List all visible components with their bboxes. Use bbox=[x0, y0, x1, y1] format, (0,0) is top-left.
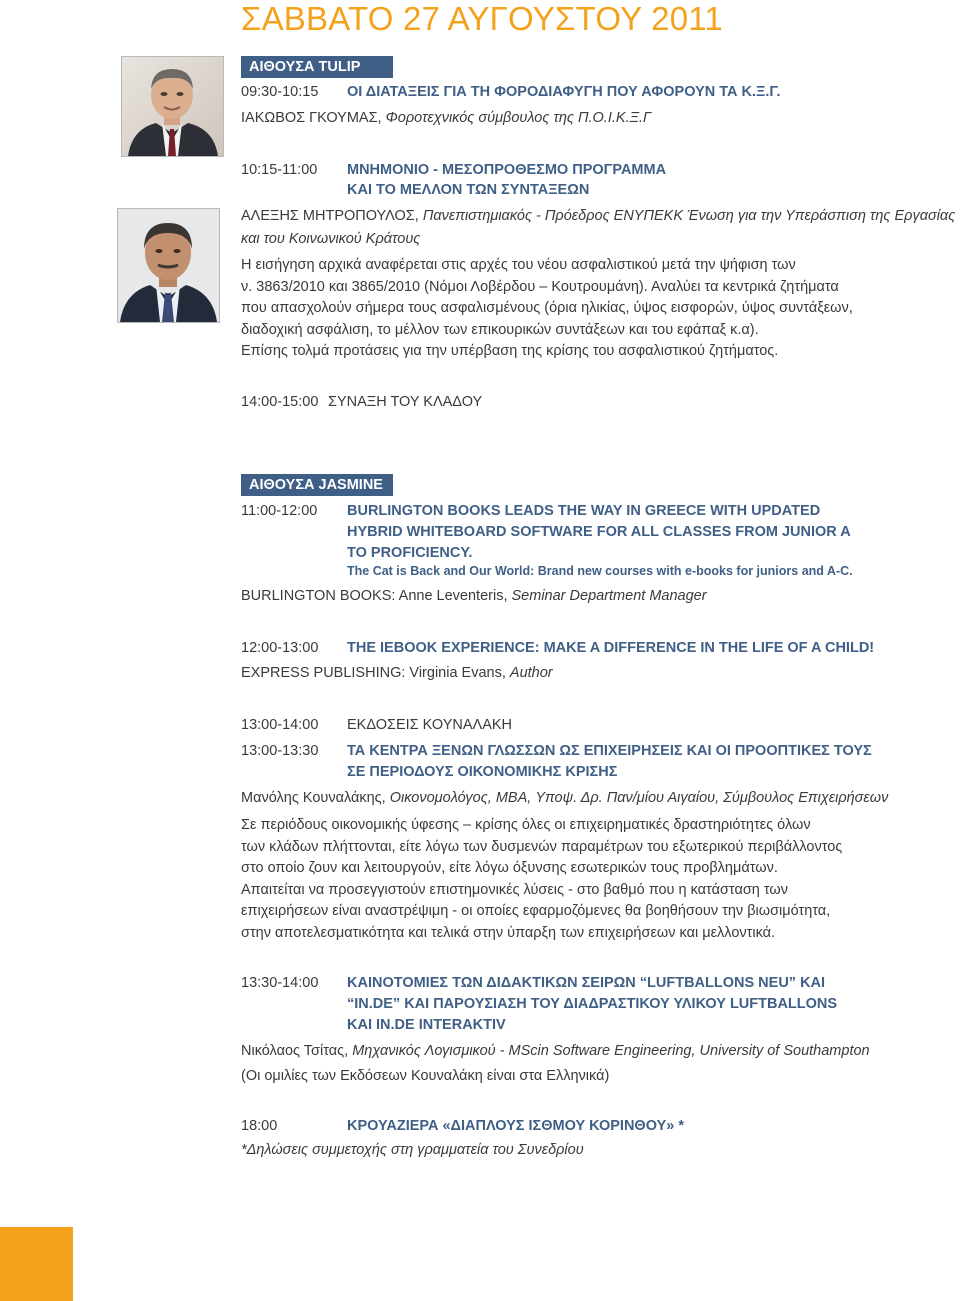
description-line: επιχειρήσεων είναι αναστρέψιμη - οι οποίες εφαρμοζόμενες θα βοηθήσουν την βιωσιμότητα, bbox=[241, 903, 831, 919]
speaker-role: Πανεπιστημιακός - Πρόεδρος ΕΝΥΠΕΚΚ Ένωση για την Υπεράσπιση της Εργασίας bbox=[422, 208, 956, 224]
description-line: διαδοχική ασφάλιση, το μέλλον των επικουρικών συντάξεων και του εφάπαξ κ.α). bbox=[241, 321, 759, 338]
description-line: των κλάδων πλήττονται, είτε λόγω των δυσμενών παραμέτρων του εξωτερικού περιβάλλοντος bbox=[241, 838, 843, 855]
description-line: ν. 3863/2010 και 3865/2010 (Νόμοι Λοβέρδου – Κουτρουμάνη). Αναλύει τα κεντρικά ζητήματα bbox=[241, 278, 839, 295]
session-title-line-2: ΣΕ ΠΕΡΙΟΔΟΥΣ ΟΙΚΟΝΟΜΙΚΗΣ ΚΡΙΣΗΣ bbox=[347, 764, 618, 780]
session-speaker bbox=[241, 588, 707, 604]
speaker-photo-goumas bbox=[121, 56, 224, 157]
description-line: στην αποτελεσματικότητα και τελικά στην ύπαρξη των επιχειρήσεων και μελλοντικά. bbox=[241, 924, 776, 941]
speaker-name: Μανόλης Κουναλάκης, bbox=[241, 790, 386, 806]
speaker-role: Seminar Department Manager bbox=[511, 588, 707, 604]
session-time: 18:00 bbox=[241, 1118, 278, 1134]
page-title: ΣΑΒΒΑΤΟ 27 ΑΥΓΟΥΣΤΟΥ 2011 bbox=[241, 0, 723, 37]
description-line: Σε περιόδους οικονομικής ύφεσης – κρίσης όλες οι επιχειρηματικές δραστηριότητες όλων bbox=[241, 817, 811, 833]
session-title-line-2: “IN.DE” ΚΑΙ ΠΑΡΟΥΣΙΑΣΗ ΤΟΥ ΔΙΑΔΡΑΣΤΙΚΟΥ ΥΛΙΚΟΥ LUFTBALLONS bbox=[347, 996, 838, 1012]
session-speaker bbox=[241, 208, 955, 224]
session-title-line-1: ΚΑΙΝΟΤΟΜΙΕΣ ΤΩΝ ΔΙΔΑΚΤΙΚΩΝ ΣΕΙΡΩΝ “LUFTBALLONS NEU” ΚΑΙ bbox=[347, 975, 826, 991]
session-title-line-2: HYBRID WHITEBOARD SOFTWARE FOR ALL CLASSES FROM JUNIOR A bbox=[347, 524, 851, 540]
session-time: 13:30-14:00 bbox=[241, 975, 319, 991]
session-time: 13:00-13:30 bbox=[241, 743, 319, 759]
session-title-line-3: ΚΑΙ IN.DE INTERAKTIV bbox=[347, 1017, 506, 1033]
session-title-line-1: ΤΑ ΚΕΝΤΡΑ ΞΕΝΩΝ ΓΛΩΣΣΩΝ ΩΣ ΕΠΙΧΕΙΡΗΣΕΙΣ ΚΑΙ ΟΙ ΠΡΟΟΠΤΙΚΕΣ ΤΟΥΣ bbox=[347, 743, 872, 759]
room-header-tulip: ΑΙΘΟΥΣΑ TULIP bbox=[241, 56, 393, 78]
session-title: ΚΡΟΥΑΖΙΕΡΑ «ΔΙΑΠΛΟΥΣ ΙΣΘΜΟΥ ΚΟΡΙΝΘΟΥ» * bbox=[347, 1118, 684, 1134]
speaker-name: Νικόλαος Τσίτας, bbox=[241, 1043, 349, 1059]
session-description bbox=[241, 255, 853, 363]
session-time: 11:00-12:00 bbox=[241, 503, 318, 519]
speaker-name: ΙΑΚΩΒΟΣ ΓΚΟΥΜΑΣ, bbox=[241, 110, 382, 126]
speaker-portrait-icon bbox=[118, 209, 219, 322]
speaker-portrait-icon bbox=[122, 57, 223, 156]
session-time: 09:30-10:15 bbox=[241, 84, 319, 100]
session-time: 12:00-13:00 bbox=[241, 640, 319, 656]
session-time: 13:00-14:00 bbox=[241, 717, 319, 733]
description-line: που απασχολούν σήμερα τους ασφαλισμένους (όρια ηλικίας, ύψος εισφορών, ύψος συντάξεων, bbox=[241, 300, 853, 316]
session-speaker bbox=[241, 790, 888, 806]
session-title: THE IEBOOK EXPERIENCE: MAKE A DIFFERENCE IN THE LIFE OF A CHILD! bbox=[347, 640, 875, 656]
session-note: (Οι ομιλίες των Εκδόσεων Κουναλάκη είναι στα Ελληνικά) bbox=[241, 1068, 610, 1084]
orange-corner-block bbox=[0, 1227, 73, 1301]
session-title: ΟΙ ΔΙΑΤΑΞΕΙΣ ΓΙΑ ΤΗ ΦΟΡΟΔΙΑΦΥΓΗ ΠΟΥ ΑΦΟΡΟΥΝ ΤΑ Κ.Ξ.Γ. bbox=[347, 84, 781, 100]
session-speaker bbox=[241, 665, 553, 681]
description-line: Απαιτείται να προσεγγιστούν επιστημονικές λύσεις - στο βαθμό που η κατάσταση των bbox=[241, 881, 788, 898]
session-speaker bbox=[241, 1043, 870, 1059]
session-subtitle: The Cat is Back and Our World: Brand new courses with e-books for juniors and A-C. bbox=[347, 564, 853, 578]
speaker-name: EXPRESS PUBLISHING: Virginia Evans, bbox=[241, 665, 506, 681]
session-title-line-1: BURLINGTON BOOKS LEADS THE WAY IN GREECE WITH UPDATED bbox=[347, 503, 821, 519]
session-title-line-2: ΚΑΙ ΤΟ ΜΕΛΛΟΝ ΤΩΝ ΣΥΝΤΑΞΕΩΝ bbox=[347, 182, 590, 198]
speaker-photo-mitropoulos bbox=[117, 208, 220, 323]
speaker-role: Μηχανικός Λογισμικού - MScin Software Engineering, University of Southampton bbox=[352, 1043, 870, 1059]
speaker-role: Φοροτεχνικός σύμβουλος της Π.Ο.Ι.Κ.Ξ.Γ bbox=[385, 110, 652, 126]
session-title: ΕΚΔΟΣΕΙΣ ΚΟΥΝΑΛΑΚΗ bbox=[347, 717, 513, 733]
speaker-role: Author bbox=[509, 665, 553, 681]
speaker-role-continued: και του Κοινωνικού Κράτους bbox=[241, 231, 421, 247]
speaker-role: Οικονομολόγος, MBA, Υποψ. Δρ. Παν/μίου Αιγαίου, Σύμβουλος Επιχειρήσεων bbox=[389, 790, 889, 806]
session-speaker bbox=[241, 110, 651, 126]
session-time: 10:15-11:00 bbox=[241, 162, 318, 178]
description-line: Επίσης τολμά προτάσεις για την υπέρβαση της κρίσης του ασφαλιστικού ζητήματος. bbox=[241, 343, 779, 359]
session-title-line-1: ΜΝΗΜΟΝΙΟ - ΜΕΣΟΠΡΟΘΕΣΜΟ ΠΡΟΓΡΑΜΜΑ bbox=[347, 162, 667, 178]
session-time: 14:00-15:00 bbox=[241, 394, 319, 410]
session-title-line-3: TO PROFICIENCY. bbox=[347, 545, 473, 561]
description-line: στο οποίο ζουν και λειτουργούν, είτε λόγω όξυνσης εσωτερικών τους προβλημάτων. bbox=[241, 860, 778, 876]
session-title: ΣΥΝΑΞΗ ΤΟΥ ΚΛΑΔΟΥ bbox=[328, 394, 483, 410]
room-header-jasmine: ΑΙΘΟΥΣΑ JASMINE bbox=[241, 474, 393, 496]
speaker-name: ΑΛΕΞΗΣ ΜΗΤΡΟΠΟΥΛΟΣ, bbox=[241, 208, 419, 224]
session-description bbox=[241, 815, 842, 944]
session-note: *Δηλώσεις συμμετοχής στη γραμματεία του Συνεδρίου bbox=[241, 1142, 584, 1158]
description-line: Η εισήγηση αρχικά αναφέρεται στις αρχές του νέου ασφαλιστικού μετά την ψήφιση των bbox=[241, 257, 796, 273]
speaker-name: BURLINGTON BOOKS: Anne Leventeris, bbox=[241, 588, 508, 604]
